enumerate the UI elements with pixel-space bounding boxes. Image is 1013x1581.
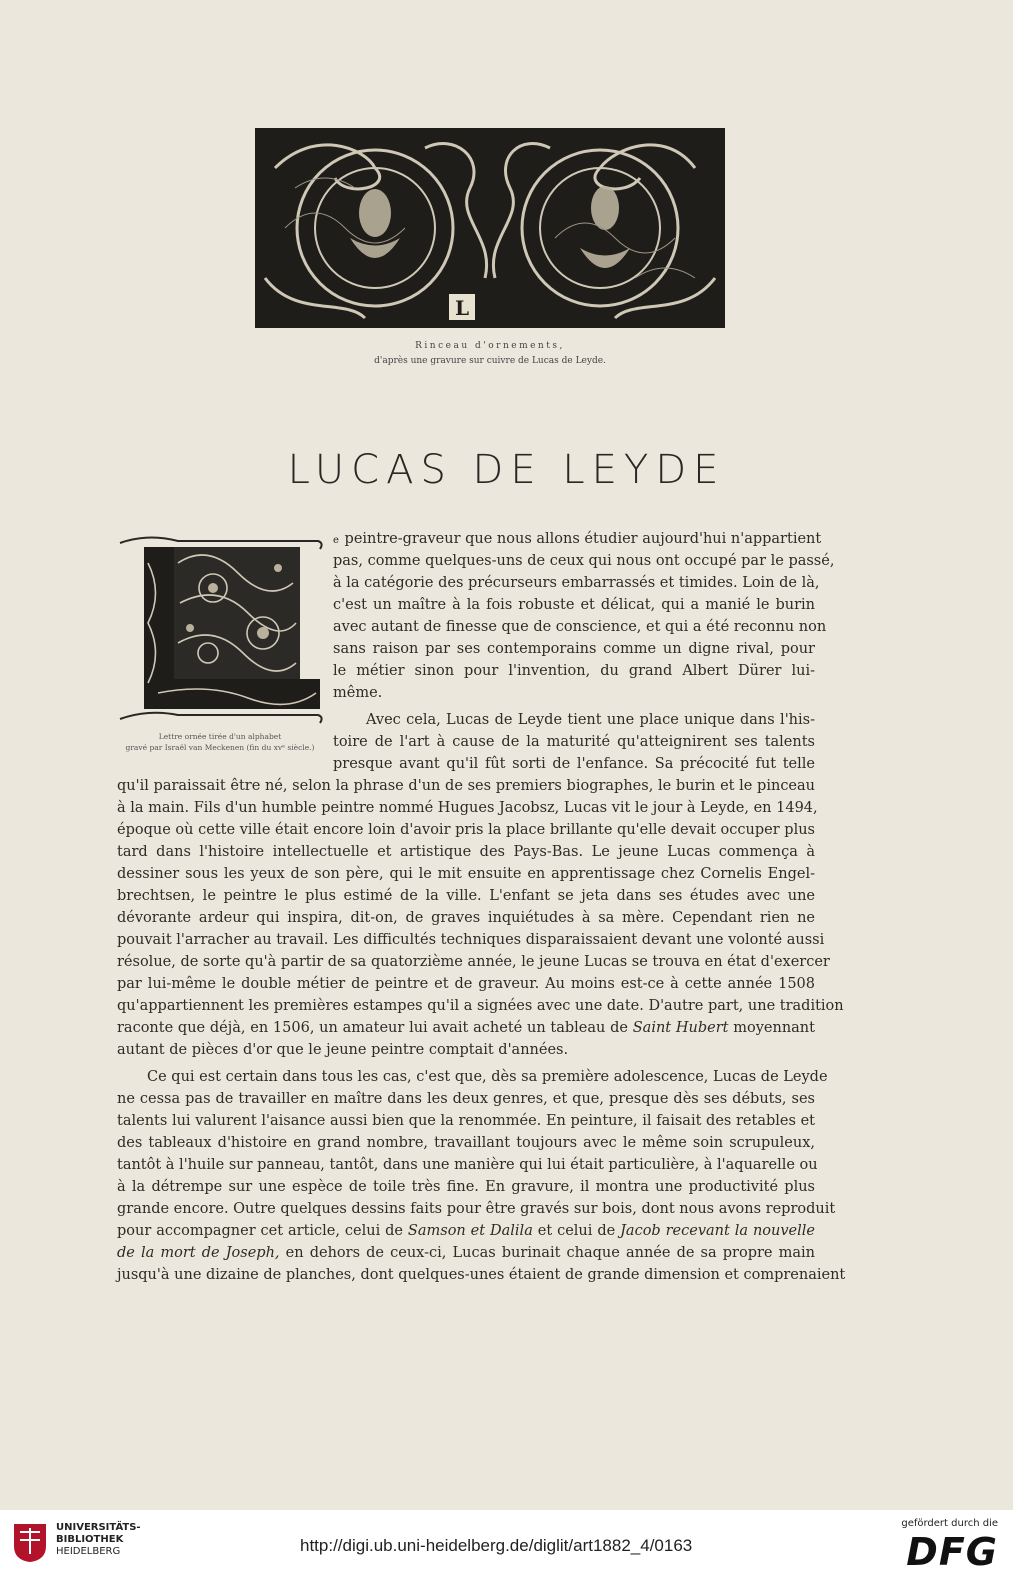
text-line: par lui-même le double métier de peintre et de graveur. Au moins est-ce à cette année 1508	[117, 976, 815, 992]
text-line: résolue, de sorte qu'à partir de sa quatorzième année, le jeune Lucas se trouva en état d'exercer	[117, 954, 830, 970]
university-seal-icon	[10, 1520, 50, 1564]
text-line: c'est un maître à la fois robuste et délicat, qui a manié le burin	[333, 597, 815, 613]
text-line: à la catégorie des précurseurs embarrassés et timides. Loin de là,	[333, 575, 820, 591]
text-line: avec autant de finesse que de conscience, et qui a été reconnu non	[333, 619, 827, 635]
text-line: le métier sinon pour l'invention, du grand Albert Dürer lui-	[333, 663, 815, 679]
ornate-initial-letter	[118, 533, 326, 725]
text-line: ne cessa pas de travailler en maître dans les deux genres, et que, presque dès ses débuts, ses	[117, 1091, 815, 1107]
text-line: sans raison par ses contemporains comme un digne rival, pour	[333, 641, 815, 657]
text-line: des tableaux d'histoire en grand nombre, travaillant toujours avec le même soin scrupuleux,	[117, 1135, 815, 1151]
text-line: talents lui valurent l'aisance aussi bien que la renommée. En peinture, il faisait des retables et	[117, 1113, 815, 1129]
dfg-logo: DFG	[906, 1530, 998, 1574]
article-title: LUCAS DE LEYDE	[287, 447, 726, 493]
text-line: tard dans l'histoire intellectuelle et artistique des Pays-Bas. Le jeune Lucas commença à	[117, 844, 815, 860]
text-line: Avec cela, Lucas de Leyde tient une place unique dans l'his-	[366, 712, 815, 728]
text-line: brechtsen, le peintre le plus estimé de la ville. L'enfant se jeta dans ses études avec une	[117, 888, 815, 904]
figure-caption-title: Rinceau d'ornements,	[415, 341, 565, 351]
sponsor-label: gefördert durch die	[901, 1518, 998, 1529]
text-line: autant de pièces d'or que le jeune peintre comptait d'années.	[117, 1042, 569, 1058]
ornate-initial-artwork	[118, 533, 326, 725]
text-line: tantôt à l'huile sur panneau, tantôt, dans une manière qui lui était particulière, à l'aquarelle ou	[117, 1157, 818, 1173]
text-line: raconte que déjà, en 1506, un amateur lui avait acheté un tableau de Saint Hubert moyennant	[117, 1020, 815, 1036]
text-line: qu'appartiennent les premières estampes qu'il a signées avec une date. D'autre part, une tradition	[117, 998, 844, 1014]
text-line: même.	[333, 685, 383, 701]
initial-caption-line2: gravé par Israël van Meckenen (fin du xvᵉ siècle.)	[125, 743, 315, 752]
text-line: toire de l'art à cause de la maturité qu'atteignirent ses talents	[333, 734, 815, 750]
text-line: grande encore. Outre quelques dessins faits pour être gravés sur bois, dont nous avons reproduit	[117, 1201, 836, 1217]
text-line: qu'il paraissait être né, selon la phrase d'un de ses premiers biographes, le burin et le pinceau	[117, 778, 815, 794]
ornament-engraving	[255, 128, 725, 328]
text-line: Ce qui est certain dans tous les cas, c'est que, dès sa première adolescence, Lucas de Leyde	[147, 1069, 828, 1085]
artwork-title-samson: Samson et Dalila	[407, 1223, 533, 1239]
engraving-artwork	[255, 128, 725, 328]
text-line: e peintre-graveur que nous allons étudier aujourd'hui n'appartient	[333, 531, 822, 547]
engraving-monogram: L	[454, 296, 470, 320]
text-line: jusqu'à une dizaine de planches, dont quelques-unes étaient de grande dimension et comprenaient	[117, 1267, 846, 1283]
text-line: dessiner sous les yeux de son père, qui le mit ensuite en apprentissage chez Cornelis Engel-	[117, 866, 815, 882]
text-line: dévorante ardeur qui inspira, dit-on, de graves inquiétudes à sa mère. Cependant rien ne	[117, 910, 815, 926]
artwork-title-jacob: Jacob recevant la nouvelle	[620, 1223, 815, 1239]
text-line: pouvait l'arracher au travail. Les difficultés techniques disparaissaient devant une volonté aussi	[117, 932, 825, 948]
text-line: époque où cette ville était encore loin d'avoir pris la place brillante qu'elle devait occuper plus	[117, 822, 815, 838]
text-line: pas, comme quelques-uns de ceux qui nous ont occupé par le passé,	[333, 553, 835, 569]
text-line: à la main. Fils d'un humble peintre nommé Hugues Jacobsz, Lucas vit le jour à Leyde, en 1494,	[117, 800, 818, 816]
initial-caption-line1: Lettre ornée tirée d'un alphabet	[158, 732, 282, 741]
text-line: pour accompagner cet article, celui de Samson et Dalila et celui de Jacob recevant la nouvelle	[117, 1223, 815, 1239]
figure-caption-source: d'après une gravure sur cuivre de Lucas de Leyde.	[374, 356, 606, 366]
text-line: à la détrempe sur une espèce de toile très fine. En gravure, il montra une productivité plus	[117, 1179, 815, 1195]
text-line: de la mort de Joseph, en dehors de ceux-ci, Lucas burinait chaque année de sa propre main	[117, 1245, 815, 1261]
source-url-link[interactable]: http://digi.ub.uni-heidelberg.de/diglit/art1882_4/0163	[300, 1536, 693, 1555]
text-line: presque avant qu'il fût sorti de l'enfance. Sa précocité fut telle	[333, 756, 815, 772]
drop-cap-rest: e	[333, 535, 340, 546]
initial-letter-glyph: L	[158, 593, 159, 594]
university-library-name: UNIVERSITÄTS- BIBLIOTHEK HEIDELBERG	[56, 1522, 141, 1557]
artwork-title-saint-hubert: Saint Hubert	[632, 1020, 729, 1036]
